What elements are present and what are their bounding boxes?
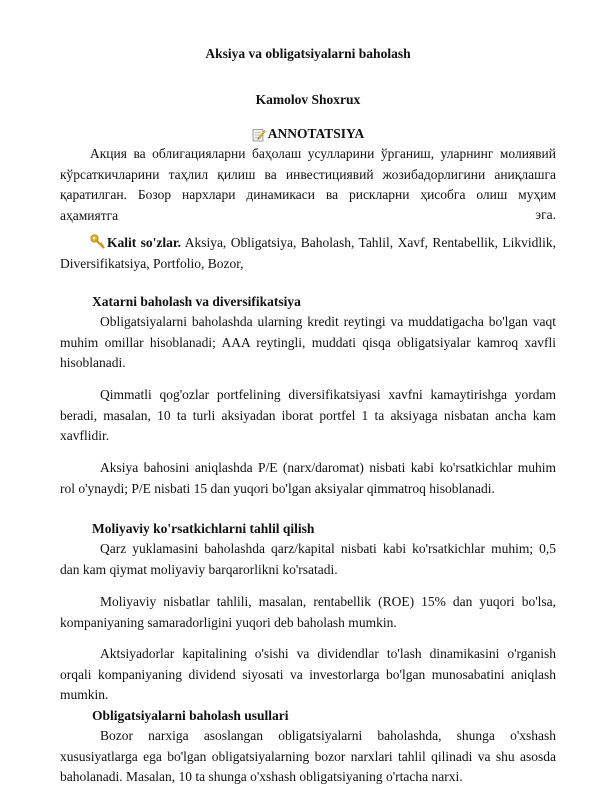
annotation-paragraph: Акция ва облигацияларни баҳолаш усулларини ўрганиш, уларнинг молиявий кўрсаткичларини таҳлил қилиш ва инвестициявий жозибадорлигини аниқлашга қаратилган. Бозор нархлари динамикаси ва рискларни ҳисобга олиш муҳим аҳамиятга: [60, 146, 556, 223]
document-title: Aksiya va obligatsiyalarni baholash: [205, 46, 411, 61]
body-paragraph: Qimmatli qog'ozlar portfelining diversifikatsiyasi xavfni kamaytirishga yordam beradi, masalan, 10 ta turli aksiyadan iborat portfel 1 ta aksiyaga nisbatan ancha kam xavflidir.: [60, 387, 556, 443]
memo-icon: [252, 128, 266, 142]
annotation-heading: [60, 126, 556, 142]
section-heading: Moliyaviy ko'rsatkichlarni tahlil qilish: [92, 521, 315, 536]
body-paragraph: Aktsiyadorlar kapitalining o'sishi va dividendlar to'lash dinamikasini o'rganish orqali kompaniyaning dividend siyosati va investorlarga bo'lgan munosabatini aniqlash mumkin.: [60, 646, 556, 702]
body-paragraph: Bozor narxiga asoslangan obligatsiyalarni baholashda, shunga o'xshash xususiyatlarga ega bo'lgan obligatsiyalarning bozor narxlari tahlil qilinadi va shu asosda baholanadi. Masalan, 10 ta shunga o'xshash obligatsiyaning o'rtacha narxi.: [60, 728, 556, 784]
author-name: Kamolov Shoxrux: [255, 92, 361, 107]
annotation-paragraph-end: эга.: [535, 207, 556, 222]
section-heading: Xatarni baholash va diversifikatsiya: [92, 294, 301, 309]
keywords-list: Aksiya, Obligatsiya, Baholash, Tahlil, Xavf, Rentabellik, Likvidlik, Diversifikatsiya, Portfolio, Bozor,: [60, 235, 556, 271]
body-paragraph: Moliyaviy nisbatlar tahlili, masalan, rentabellik (ROE) 15% dan yuqori bo'lsa, kompaniyaning samaradorligini yuqori deb baholash mumkin.: [60, 594, 556, 630]
annotation-heading-text: ANNOTATSIYA: [267, 126, 365, 141]
keywords-paragraph: [60, 232, 556, 274]
key-icon: [90, 234, 105, 249]
body-paragraph: Qarz yuklamasini baholashda qarz/kapital nisbati kabi ko'rsatkichlar muhim; 0,5 dan kam qiymat moliyaviy barqarorlikni ko'rsatadi.: [60, 541, 556, 577]
keywords-label: Kalit so'zlar.: [107, 235, 182, 250]
body-paragraph: Aksiya bahosini aniqlashda P/E (narx/daromat) nisbati kabi ko'rsatkichlar muhim rol o'ynaydi; P/E nisbati 15 dan yuqori bo'lgan aksiyalar qimmatroq hisoblanadi.: [60, 460, 556, 496]
section-heading: Obligatsiyalarni baholash usullari: [92, 708, 289, 723]
body-paragraph: Obligatsiyalarni baholashda ularning kredit reytingi va muddatigacha bo'lgan vaqt muhim omillar hisoblanadi; AAA reytingli, muddati qisqa obligatsiyalar kamroq xavfli hisoblanadi.: [60, 314, 556, 370]
